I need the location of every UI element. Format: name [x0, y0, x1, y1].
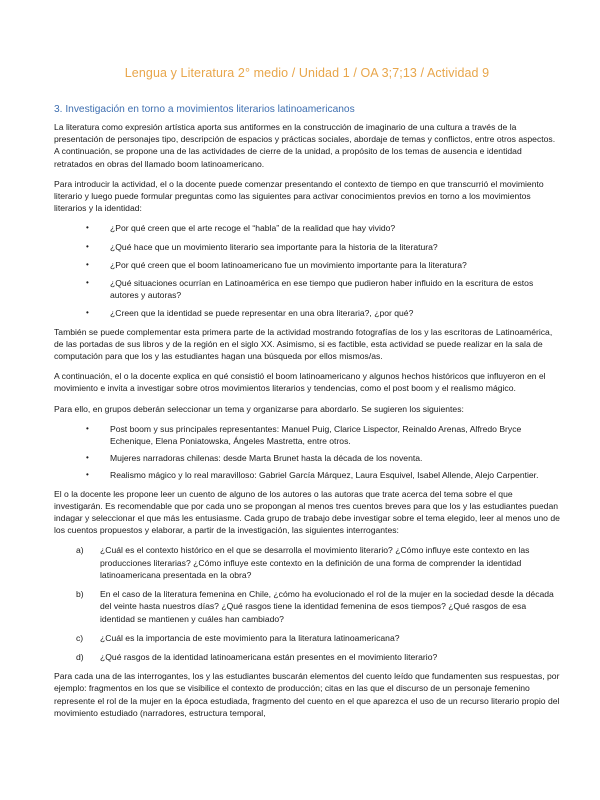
list-item: b) En el caso de la literatura femenina en Chile, ¿cómo ha evolucionado el rol de la mujer en la sociedad desde la década del veinte hasta nuestros días? ¿Qué rasgos tiene la identidad femenina de esos tiempos? ¿Qué rasgos de esa identidad se mantienen y cuáles han cambiado? [76, 589, 554, 624]
paragraph-photos: También se puede complementar esta primera parte de la actividad mostrando fotografías de los y las escritoras de Latinoamérica, de las portadas de sus libros y de la región en el siglo XX. Asimismo, si es factible, esta actividad se puede realizar en la sala de computación para que los y las estudiantes hagan una búsqueda por ellos mismos/as. [54, 326, 553, 362]
document-title: Lengua y Literatura 2° medio / Unidad 1 / OA 3;7;13 / Actividad 9 [124, 66, 490, 80]
intro-paragraph: La literatura como expresión artística aporta sus antiformes en la construcción de imaginario de una cultura a través de la presentación de personajes tipo, descripción de espacios y prácticas sociales, abordaje de temas y conflictos, entre otros aspectos. A continuación, se propone una de las actividades de cierre de la unidad, a propósito de los temas de ausencia e identidad retratados en obras del llamado boom latinoamericano. [54, 122, 556, 169]
bullet-icon: • [86, 223, 89, 233]
list-item: • ¿Qué hace que un movimiento literario sea importante para la historia de la literatura? [86, 241, 438, 252]
paragraph-boom-explanation: A continuación, el o la docente explica en qué consistió el boom latinoamericano y algunos hechos históricos que influyeron en el movimiento e invita a investigar sobre otros movimientos literarios y tendencias, como el post boom y el realismo mágico. [54, 371, 546, 394]
bullet-icon: • [86, 241, 89, 251]
list-item: • Post boom y sus principales representantes: Manuel Puig, Clarice Lispector, Reinaldo Arenas, Alfredo Bryce Echenique, Elena Poniatowska, Ángeles Mastretta, entre otros. [86, 423, 522, 447]
research-questions [54, 544, 560, 663]
bullet-icon: • [86, 423, 89, 433]
list-item: a) ¿Cuál es el contexto histórico en el que se desarrolla el movimiento literario? ¿Cómo influye este contexto en las producciones literarias? ¿Cómo influye este contexto en la definición de una forma de comprender la identidad latinoamericana presentada en la obra? [76, 545, 530, 580]
list-item: • ¿Por qué creen que el boom latinoamericano fue un movimiento importante para la literatura? [86, 259, 467, 270]
list-item: • ¿Creen que la identidad se puede representar en una obra literaria?, ¿por qué? [86, 308, 414, 319]
list-item: • Mujeres narradoras chilenas: desde Marta Brunet hasta la década de los noventa. [86, 453, 423, 464]
bullet-icon: • [86, 278, 89, 288]
list-item: • ¿Qué situaciones ocurrían en Latinoamérica en ese tiempo que pudieron haber influido en la escritura de estos autores y autoras? [86, 278, 534, 301]
bullet-icon: • [86, 470, 89, 480]
prior-knowledge-questions [54, 222, 560, 319]
lead-paragraph: Para introducir la actividad, el o la docente puede comenzar presentando el contexto de tiempo en que transcurrió el movimiento literario y luego puede formular preguntas como las siguientes para activar conocimientos previos en torno a los movimientos literarios y la identidad: [54, 178, 544, 214]
list-item: • ¿Por qué creen que el arte recoge el “habla” de la realidad que hay vivido? [86, 223, 396, 234]
bullet-icon: • [86, 308, 89, 318]
bullet-icon: • [86, 453, 89, 463]
bullet-icon: • [86, 259, 89, 269]
list-item: • Realismo mágico y lo real maravilloso: Gabriel García Márquez, Laura Esquivel, Isabel Allende, Alejo Carpentier. [86, 470, 539, 481]
paragraph-group-topics: Para ello, en grupos deberán seleccionar un tema y organizarse para abordarlo. Se sugieren los siguientes: [54, 403, 464, 414]
suggested-topics [54, 423, 560, 482]
paragraph-reading-task: El o la docente les propone leer un cuento de alguno de los autores o las autoras que trate acerca del tema sobre el que investigarán. Es recomendable que por cada uno se propongan al menos tres cuentos breves para que los y las estudiantes puedan indagar y seleccionar el que más les entusiasme. Cada grupo de trabajo debe investigar sobre el tema elegido, leer al menos uno de los cuentos propuestos y elaborar, a partir de la investigación, las siguientes interrogantes: [54, 488, 560, 536]
list-item: d) ¿Qué rasgos de la identidad latinoamericana están presentes en el movimiento literario? [76, 651, 438, 662]
section-heading: 3. Investigación en torno a movimientos literarios latinoamericanos [54, 104, 355, 115]
paragraph-evidence: Para cada una de las interrogantes, los y las estudiantes buscarán elementos del cuento leído que fundamenten sus respuestas, por ejemplo: fragmentos en los que se visibilice el contexto de producción; citas en las que el discurso de un personaje femenino represente el rol de la mujer en la época estudiada, fragmento del cuento en el que aparezca el uso de un recurso literario propio del movimiento estudiado (narradores, estructura temporal, [54, 671, 560, 718]
list-item: c) ¿Cuál es la importancia de este movimiento para la literatura latinoamericana? [76, 632, 400, 643]
